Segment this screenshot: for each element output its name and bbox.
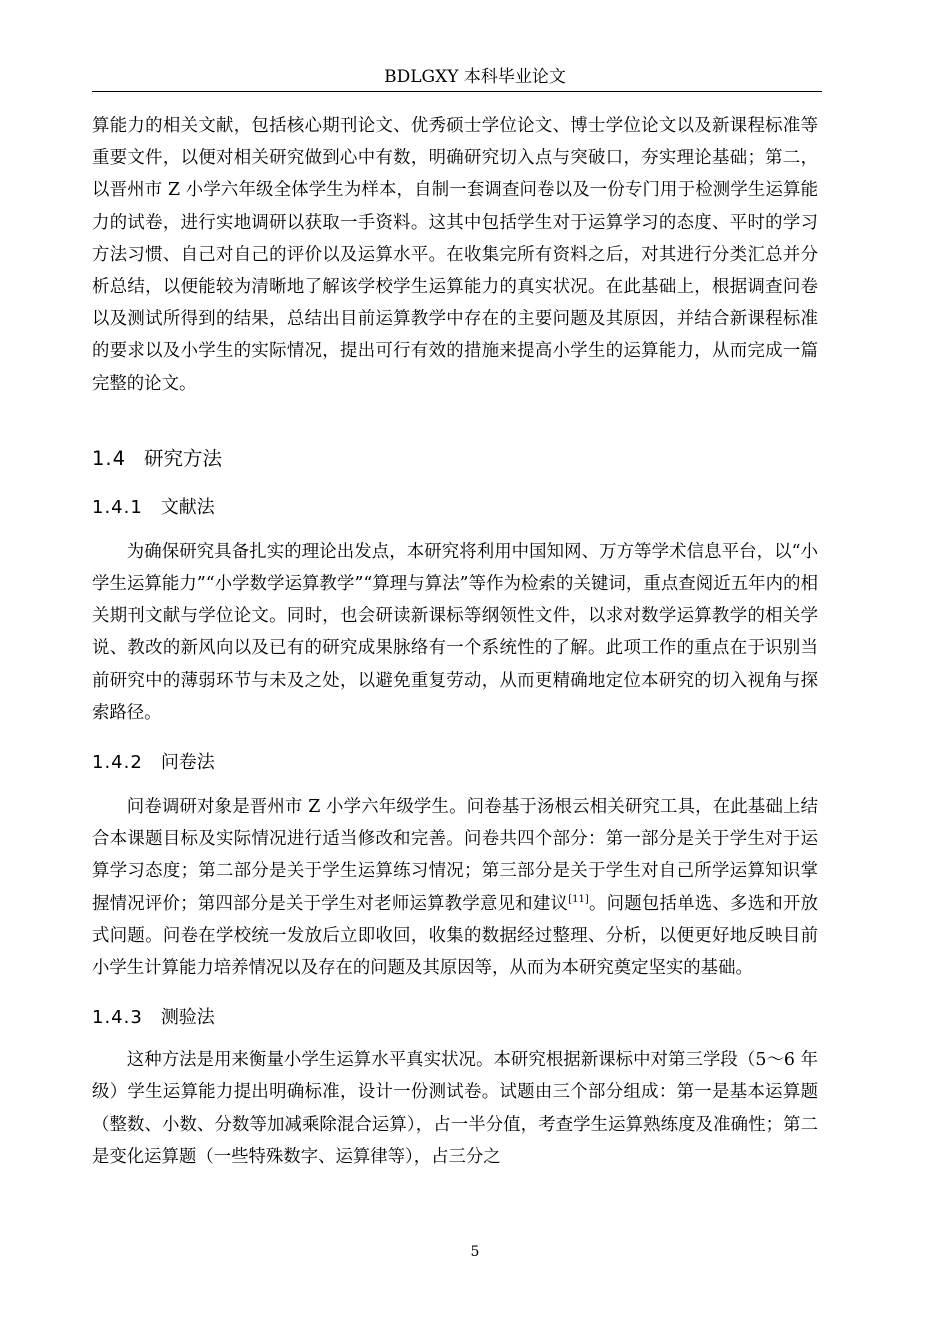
- header-rule: [92, 91, 822, 92]
- subsection-heading-1: [92, 494, 818, 522]
- literature-paragraph: 为确保研究具备扎实的理论出发点，本研究将利用中国知网、万方等学术信息平台，以“小学生运算能力”“小学数学运算教学”“算理与算法”等作为检索的关键词，重点查阅近五年内的相关期刊文献与学位论文。同时，也会研读新课标等纲领性文件，以求对数学运算教学的相关学说、教改的新风向以及已有的研究成果脉络有一个系统性的了解。此项工作的重点在于识别当前研究中的薄弱环节与未及之处，以避免重复劳动，从而更精确地定位本研究的切入视角与探索路径。: [92, 541, 818, 723]
- subsection-heading-2: [92, 749, 818, 777]
- subsection-number-1: 1.4.1: [92, 496, 143, 518]
- page-body: [92, 110, 818, 1173]
- citation-marker: [11]: [568, 893, 589, 905]
- subsection-title-1: 文献法: [160, 496, 215, 518]
- questionnaire-text-after: 。问题包括单选、多选和开放式问题。问卷在学校统一发放后立即收回，收集的数据经过整理、分析，以便更好地反映目前小学生计算能力培养情况以及存在的问题及其原因等，从而为本研究奠定坚实的基础。: [92, 893, 818, 979]
- section-heading: [92, 444, 818, 474]
- questionnaire-text-before: 问卷调研对象是晋州市 Z 小学六年级学生。问卷基于汤根云相关研究工具，在此基础上结合本课题目标及实际情况进行适当修改和完善。问卷共四个部分：第一部分是关于学生对于运算学习态度；第二部分是关于学生运算练习情况；第三部分是关于学生对自己所学运算知识掌握情况评价；第四部分是关于学生对老师运算教学意见和建议: [92, 797, 818, 914]
- subsection-number-3: 1.4.3: [92, 1007, 143, 1029]
- subsection-title-3: 测验法: [160, 1007, 215, 1029]
- subsection-title-2: 问卷法: [160, 752, 215, 774]
- questionnaire-paragraph: [92, 791, 818, 984]
- section-number: 1.4: [92, 446, 127, 470]
- page-number: 5: [470, 1244, 480, 1260]
- subsection-heading-3: [92, 1004, 818, 1032]
- test-paragraph: 这种方法是用来衡量小学生运算水平真实状况。本研究根据新课标中对第三学段（5～6 年级）学生运算能力提出明确标准，设计一份测试卷。试题由三个部分组成：第一是基本运算题（整数、小数、分数等加减乘除混合运算），占一半分值，考查学生运算熟练度及准确性；第二是变化运算题（一些特殊数字、运算律等），占三分之: [92, 1050, 818, 1167]
- subsection-number-2: 1.4.2: [92, 752, 143, 774]
- running-header: BDLGXY 本科毕业论文: [384, 67, 566, 87]
- section-title: 研究方法: [144, 446, 223, 470]
- intro-paragraph: 算能力的相关文献，包括核心期刊论文、优秀硕士学位论文、博士学位论文以及新课程标准等重要文件，以便对相关研究做到心中有数，明确研究切入点与突破口，夯实理论基础；第二，以晋州市 Z 小学六年级全体学生为样本，自制一套调查问卷以及一份专门用于检测学生运算能力的试卷，进行实地调研以获取一手资料。这其中包括学生对于运算学习的态度、平时的学习方法习惯、自己对自己的评价以及运算水平。在收集完所有资料之后，对其进行分类汇总并分析总结，以便能较为清晰地了解该学校学生运算能力的真实状况。在此基础上，根据调查问卷以及测试所得到的结果，总结出目前运算教学中存在的主要问题及其原因，并结合新课程标准的要求以及小学生的实际情况，提出可行有效的措施来提高小学生的运算能力，从而完成一篇完整的论文。: [92, 116, 818, 394]
